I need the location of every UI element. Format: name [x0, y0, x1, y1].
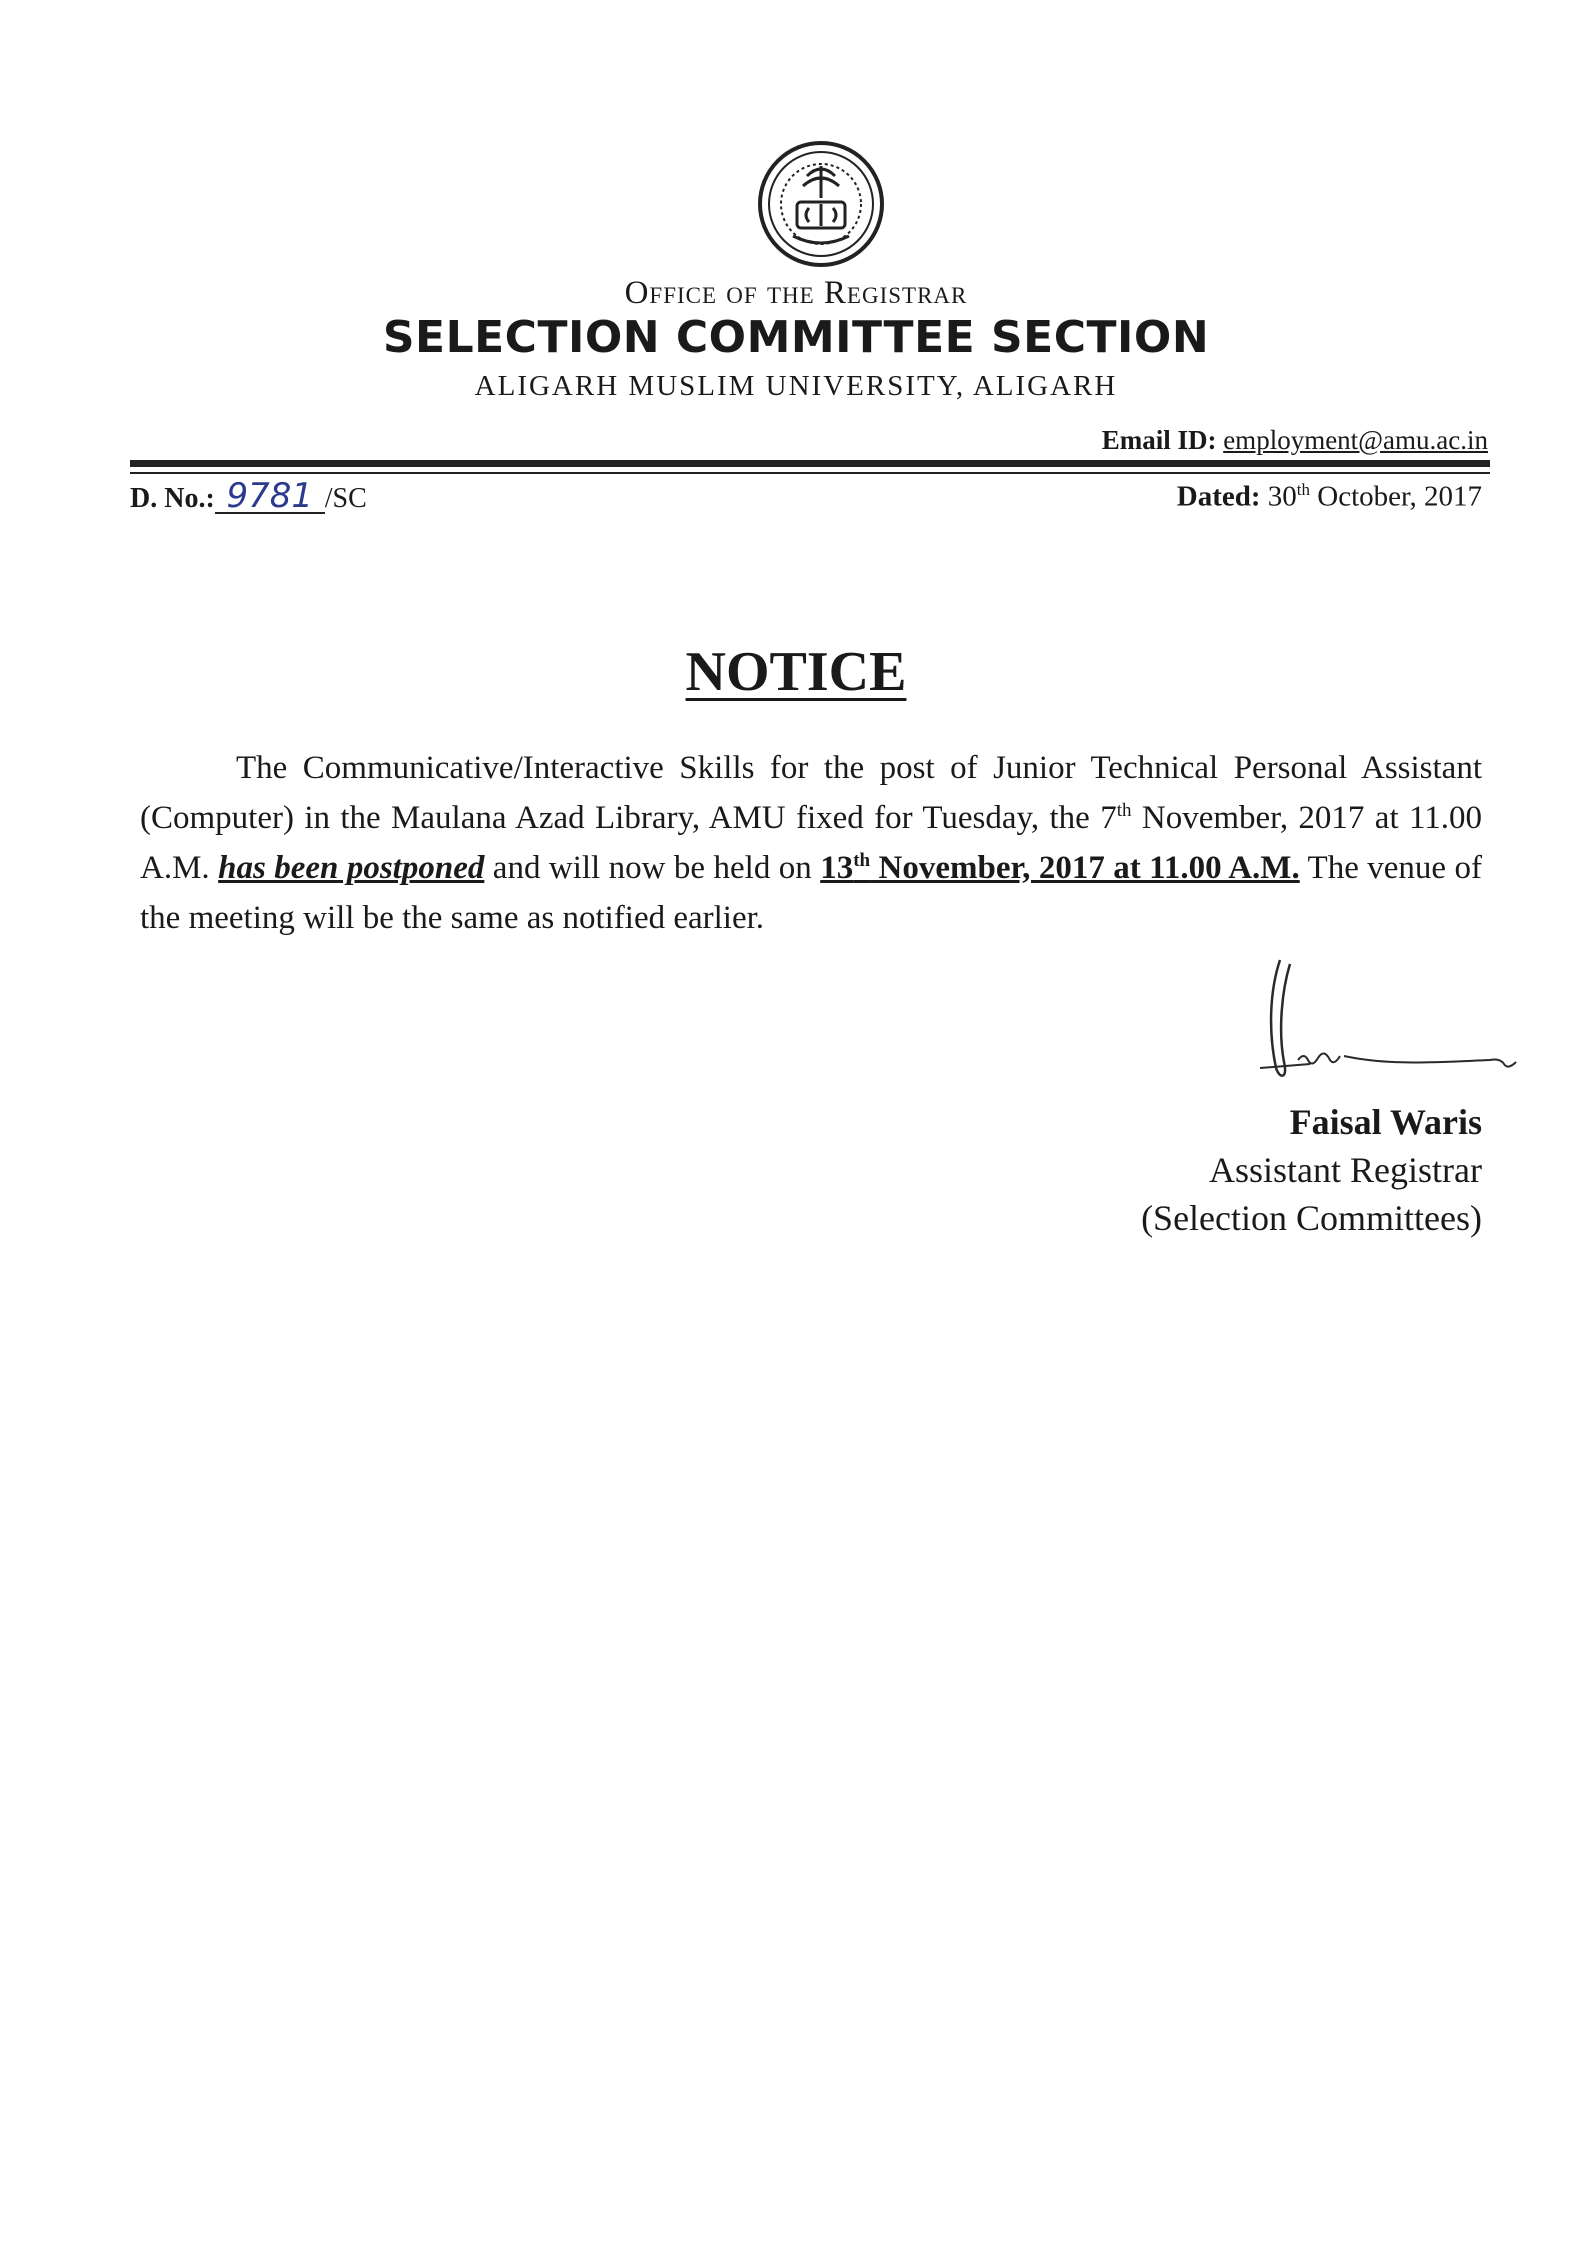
new-date-rest: November, 2017 at 11.00 A.M. [878, 850, 1300, 886]
email-link[interactable]: employment@amu.ac.in [1223, 425, 1488, 455]
date-line [1177, 480, 1482, 514]
notice-title-text: NOTICE [685, 641, 907, 703]
header-divider-thin [130, 472, 1490, 474]
university-seal-icon [757, 140, 885, 268]
dispatch-number-value: 9781 [215, 480, 325, 514]
notice-body-part2: November, 2017 at 11.00 A.M. [140, 800, 1483, 886]
date-day-suffix: th [1296, 480, 1310, 499]
notice-title [0, 640, 1592, 704]
email-label: Email ID: [1101, 425, 1217, 455]
new-date [820, 850, 1300, 886]
postponed-phrase: has been postponed [218, 850, 485, 886]
new-date-day-suffix: th [853, 850, 871, 871]
signatory-department: (Selection Committees) [1141, 1198, 1482, 1238]
date-label: Dated: [1176, 480, 1261, 513]
office-heading: Office of the Registrar [624, 275, 968, 311]
date-month-year: October, 2017 [1317, 480, 1482, 513]
university-name: ALIGARH MUSLIM UNIVERSITY, ALIGARH [474, 370, 1118, 402]
section-title: SELECTION COMMITTEE SECTION [382, 312, 1210, 363]
handwritten-signature-icon [1240, 950, 1520, 1090]
dispatch-number-label: D. No.: [130, 483, 215, 514]
new-date-day: 13 [820, 850, 854, 886]
dispatch-number [130, 476, 367, 516]
notice-body-part4: The venue of the meeting will be the same as notified earlier. [140, 850, 1483, 936]
signatory-designation: Assistant Registrar [1209, 1150, 1482, 1190]
notice-body-part3: and will now be held on [492, 850, 812, 886]
email-line [1102, 425, 1488, 456]
notice-body-part1: The Communicative/Interactive Skills for the post of Junior Technical Personal Assistant (Computer) in the Maulana Azad Library, AMU fixed for Tuesday, the 7 [140, 750, 1482, 836]
dispatch-number-suffix: /SC [324, 483, 367, 514]
notice-body [140, 743, 1482, 943]
header-divider-thick [130, 460, 1490, 467]
notice-body-sup1: th [1116, 800, 1132, 821]
signatory-block [1141, 1098, 1482, 1242]
date-day: 30 [1267, 480, 1297, 513]
signatory-name: Faisal Waris [1289, 1102, 1482, 1142]
